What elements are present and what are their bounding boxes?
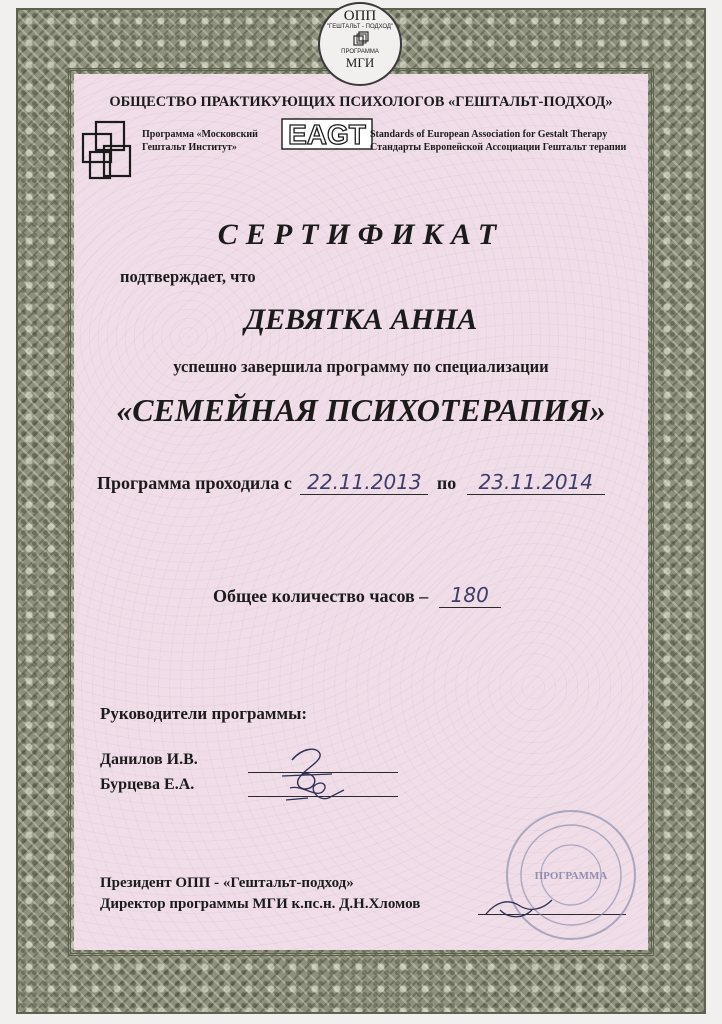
completed-text: успешно завершила программу по специализации (173, 357, 549, 376)
leader-2-name: Бурцева Е.А. (100, 776, 195, 793)
seal-line4: МГИ (345, 55, 375, 70)
eagt-standards-label (370, 128, 660, 154)
eagt-line-en: Standards of European Association for Gestalt Therapy (370, 129, 608, 140)
date-from: 22.11.2013 (300, 470, 428, 495)
mgi-program-label (142, 128, 282, 154)
president-title: Президент ОПП - «Гештальт-подход» (100, 875, 354, 891)
date-to: 23.11.2014 (467, 470, 605, 495)
eagt-line-ru: Стандарты Европейской Ассоциации Гештальт терапии (370, 142, 627, 153)
mgi-squares-logo (80, 116, 136, 186)
director-title: Директор программы МГИ к.пс.н. Д.Н.Хломов (100, 896, 421, 912)
period-prefix: Программа проходила с (97, 473, 292, 493)
period-mid: по (436, 473, 457, 493)
hours-label: Общее количество часов – (213, 586, 429, 606)
hours-value: 180 (439, 583, 501, 608)
seal-line1: ОПП (343, 8, 377, 24)
stamp-text: ПРОГРАММА (534, 870, 608, 882)
mgi-program-line2: Гештальт Институт» (142, 142, 237, 153)
director-signature (480, 880, 560, 930)
seal-line2: "ГЕШТАЛЬТ - ПОДХОД" (326, 24, 394, 30)
program-name: «СЕМЕЙНАЯ ПСИХОТЕРАПИЯ» (116, 392, 606, 428)
leaders-heading: Руководители программы: (100, 704, 307, 723)
recipient-name: ДЕВЯТКА АННА (244, 303, 478, 336)
program-period (97, 470, 605, 495)
eagt-logo-text: EAGT (288, 119, 366, 150)
seal-squares-icon (353, 31, 371, 47)
society-heading: ОБЩЕСТВО ПРАКТИКУЮЩИХ ПСИХОЛОГОВ «ГЕШТАЛЬТ-ПОДХОД» (109, 94, 613, 110)
eagt-logo (280, 116, 374, 152)
leaders-signature (262, 740, 372, 820)
leader-1-name: Данилов И.В. (100, 751, 198, 768)
certificate-title: СЕРТИФИКАТ (217, 218, 505, 251)
top-seal (318, 2, 402, 86)
mgi-program-line1: Программа «Московский (142, 129, 258, 140)
total-hours (213, 583, 501, 608)
confirm-text: подтверждает, что (120, 267, 256, 286)
seal-line3: ПРОГРАММА (341, 49, 379, 55)
